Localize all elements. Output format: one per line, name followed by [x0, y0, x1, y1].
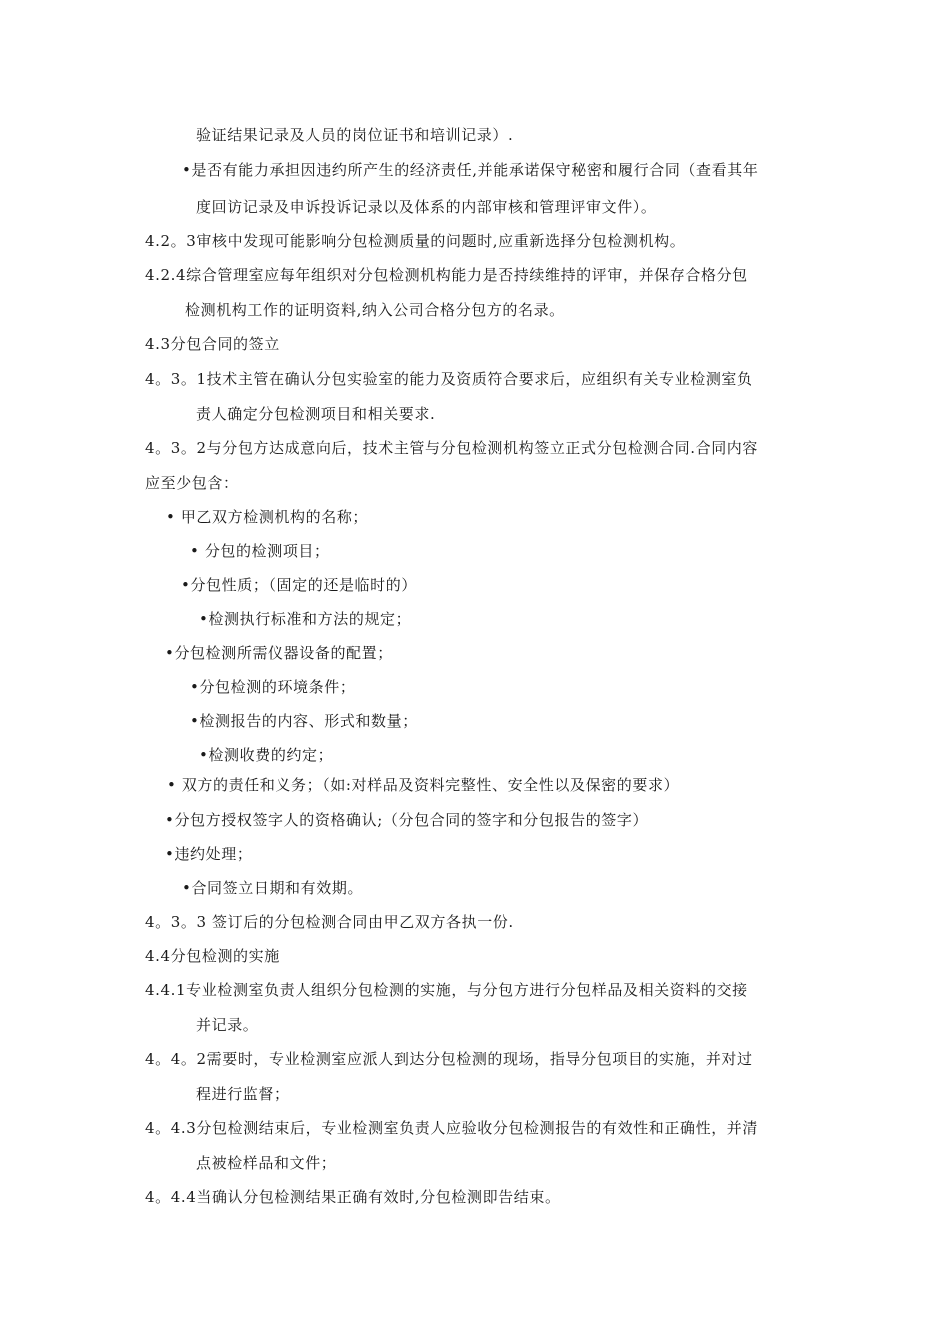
clause-line: 4。3。1技术主管在确认分包实验室的能力及资质符合要求后，应组织有关专业检测室负 — [145, 370, 753, 388]
bullet-line: •分包方授权签字人的资格确认;（分包合同的签字和分包报告的签字） — [165, 811, 649, 829]
text-line: 点被检样品和文件； — [196, 1154, 337, 1172]
bullet-line: •检测收费的约定； — [199, 746, 334, 764]
clause-line: 4。4.3分包检测结束后，专业检测室负责人应验收分包检测报告的有效性和正确性，并清 — [145, 1119, 759, 1137]
bullet-line: • 分包的检测项目； — [190, 542, 330, 560]
text-line: 应至少包含： — [145, 474, 239, 492]
clause-line: 4.2。3审核中发现可能影响分包检测质量的问题时,应重新选择分包检测机构。 — [145, 232, 686, 250]
bullet-line: •分包检测的环境条件； — [190, 678, 356, 696]
bullet-line: •违约处理； — [165, 845, 253, 863]
bullet-line: • 甲乙双方检测机构的名称； — [166, 508, 369, 526]
bullet-line: •合同签立日期和有效期。 — [182, 879, 364, 897]
text-line: 并记录。 — [196, 1016, 259, 1034]
clause-line: 4。3。3 签订后的分包检测合同由甲乙双方各执一份. — [145, 913, 514, 931]
bullet-line: •检测执行标准和方法的规定； — [199, 610, 412, 628]
text-line: 责人确定分包检测项目和相关要求. — [196, 405, 436, 423]
clause-line: 4。3。2与分包方达成意向后，技术主管与分包检测机构签立正式分包检测合同.合同内容 — [145, 439, 759, 457]
text-line: 检测机构工作的证明资料,纳入公司合格分包方的名录。 — [185, 301, 565, 319]
bullet-line: • 双方的责任和义务；（如:对样品及资料完整性、安全性以及保密的要求） — [167, 776, 680, 794]
section-heading: 4.3分包合同的签立 — [145, 335, 280, 353]
clause-line: 4。4。2需要时，专业检测室应派人到达分包检测的现场，指导分包项目的实施，并对过 — [145, 1050, 753, 1068]
text-line: 程进行监督； — [196, 1085, 290, 1103]
bullet-line: •是否有能力承担因违约所产生的经济责任,并能承诺保守秘密和履行合同（查看其年 — [182, 161, 759, 179]
bullet-line: •检测报告的内容、形式和数量； — [190, 712, 418, 730]
text-line: 验证结果记录及人员的岗位证书和培训记录）. — [196, 126, 514, 144]
bullet-line: •分包检测所需仪器设备的配置； — [165, 644, 393, 662]
clause-line: 4。4.4当确认分包检测结果正确有效时,分包检测即告结束。 — [145, 1188, 561, 1206]
clause-line: 4.4.1专业检测室负责人组织分包检测的实施，与分包方进行分包样品及相关资料的交接 — [145, 981, 748, 999]
text-line: 度回访记录及申诉投诉记录以及体系的内部审核和管理评审文件）。 — [196, 198, 657, 216]
bullet-line: •分包性质；（固定的还是临时的） — [181, 576, 417, 594]
clause-line: 4.2.4综合管理室应每年组织对分包检测机构能力是否持续维持的评审，并保存合格分包 — [145, 266, 748, 284]
section-heading: 4.4分包检测的实施 — [145, 947, 280, 965]
